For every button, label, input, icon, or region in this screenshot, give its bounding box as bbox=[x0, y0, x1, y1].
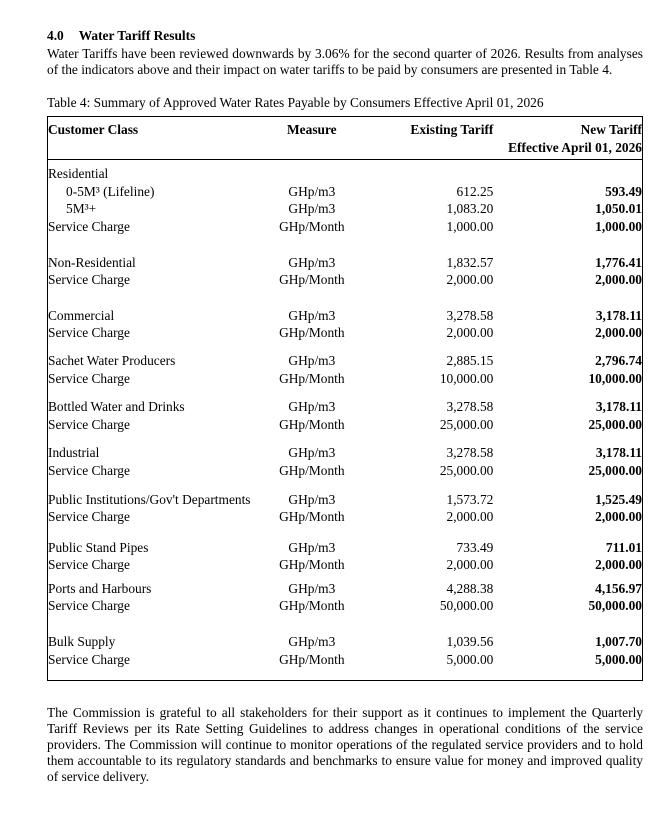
header-spacer bbox=[251, 139, 374, 160]
tariff-table-body bbox=[48, 160, 643, 681]
table-row bbox=[48, 160, 643, 183]
cell-customer-class: Service Charge bbox=[48, 416, 130, 432]
cell-existing-tariff: 2,000.00 bbox=[446, 272, 494, 288]
spacer-cell bbox=[48, 236, 643, 254]
cell-new-tariff: 25,000.00 bbox=[588, 462, 642, 478]
header-existing-tariff: Existing Tariff bbox=[410, 122, 494, 137]
header-measure: Measure bbox=[287, 122, 337, 137]
header-new-tariff: New Tariff bbox=[580, 122, 642, 137]
table-row bbox=[48, 352, 643, 370]
header-new-tariff-effective-date: Effective April 01, 2026 bbox=[493, 139, 642, 160]
table-row bbox=[48, 462, 643, 480]
cell-measure: GHp/Month bbox=[279, 325, 345, 341]
cell-measure bbox=[251, 160, 374, 183]
cell-measure: GHp/m3 bbox=[288, 539, 336, 555]
cell-measure: GHp/m3 bbox=[288, 201, 336, 217]
cell-customer-class: Service Charge bbox=[48, 509, 130, 525]
cell-measure: GHp/m3 bbox=[288, 491, 336, 507]
cell-new-tariff: 1,000.00 bbox=[595, 218, 642, 234]
cell-new-tariff: 4,156.97 bbox=[595, 580, 642, 596]
section-number: 4.0 bbox=[47, 28, 64, 43]
cell-customer-class: Service Charge bbox=[48, 557, 130, 573]
cell-existing-tariff: 1,573.72 bbox=[446, 491, 494, 507]
cell-existing-tariff: 612.25 bbox=[456, 183, 494, 199]
table-spacer-row bbox=[48, 526, 643, 539]
header-spacer bbox=[48, 139, 251, 160]
table-caption: Table 4: Summary of Approved Water Rates Payable by Consumers Effective April 01, 2026 bbox=[47, 95, 544, 110]
table-row bbox=[48, 556, 643, 574]
cell-customer-class: Service Charge bbox=[48, 325, 130, 341]
cell-measure: GHp/m3 bbox=[288, 445, 336, 461]
cell-customer-class: Service Charge bbox=[48, 462, 130, 478]
table-spacer-row bbox=[48, 342, 643, 352]
cell-measure: GHp/m3 bbox=[288, 307, 336, 323]
cell-existing-tariff: 2,000.00 bbox=[446, 325, 494, 341]
table-spacer-row bbox=[48, 668, 643, 681]
cell-existing-tariff bbox=[373, 160, 493, 183]
cell-measure: GHp/Month bbox=[279, 370, 345, 386]
table-row bbox=[48, 271, 643, 289]
cell-customer-class: 5M³+ bbox=[66, 201, 97, 217]
cell-customer-class: Service Charge bbox=[48, 218, 130, 234]
tariff-table-header bbox=[48, 117, 643, 160]
table-row bbox=[48, 254, 643, 272]
cell-customer-class: Non-Residential bbox=[48, 254, 136, 270]
cell-existing-tariff: 1,083.20 bbox=[446, 201, 494, 217]
cell-measure: GHp/Month bbox=[279, 598, 345, 614]
table-spacer-row bbox=[48, 433, 643, 444]
cell-customer-class: Bottled Water and Drinks bbox=[48, 399, 185, 415]
cell-new-tariff: 2,000.00 bbox=[595, 325, 642, 341]
cell-customer-class: Service Charge bbox=[48, 598, 130, 614]
cell-measure: GHp/m3 bbox=[288, 254, 336, 270]
cell-new-tariff: 1,050.01 bbox=[595, 201, 642, 217]
closing-paragraph: The Commission is grateful to all stakeholders for their support as it continues to implement the Quarterly Tariff Reviews per its Rate Setting Guidelines to address changes in operational conditions of the service providers. The Commission will continue to monitor operations of the regulated service providers and to hold them accountable to its regulatory standards and benchmarks to ensure value for money and improved quality of service delivery. bbox=[47, 705, 643, 785]
cell-measure: GHp/Month bbox=[279, 509, 345, 525]
table-spacer-row bbox=[48, 480, 643, 491]
table-spacer-row bbox=[48, 236, 643, 254]
cell-new-tariff: 5,000.00 bbox=[595, 651, 642, 667]
cell-existing-tariff: 3,278.58 bbox=[446, 399, 494, 415]
cell-existing-tariff: 2,000.00 bbox=[446, 557, 494, 573]
cell-existing-tariff: 3,278.58 bbox=[446, 445, 494, 461]
spacer-cell bbox=[48, 289, 643, 307]
cell-measure: GHp/Month bbox=[279, 651, 345, 667]
table-row bbox=[48, 539, 643, 557]
spacer-cell bbox=[48, 433, 643, 444]
table-row bbox=[48, 183, 643, 201]
cell-customer-class: 0-5M³ (Lifeline) bbox=[66, 183, 155, 199]
cell-existing-tariff: 50,000.00 bbox=[439, 598, 494, 614]
cell-measure: GHp/Month bbox=[279, 462, 345, 478]
cell-measure: GHp/Month bbox=[279, 218, 345, 234]
cell-customer-class: Service Charge bbox=[48, 651, 130, 667]
cell-new-tariff: 1,776.41 bbox=[595, 254, 642, 270]
cell-new-tariff bbox=[493, 160, 642, 183]
spacer-cell bbox=[48, 668, 643, 681]
spacer-cell bbox=[48, 480, 643, 491]
table-row bbox=[48, 580, 643, 598]
cell-existing-tariff: 10,000.00 bbox=[439, 370, 494, 386]
cell-new-tariff: 50,000.00 bbox=[588, 598, 642, 614]
table-row bbox=[48, 597, 643, 615]
cell-new-tariff: 3,178.11 bbox=[595, 399, 642, 415]
table-spacer-row bbox=[48, 387, 643, 398]
intro-paragraph: Water Tariffs have been reviewed downwards by 3.06% for the second quarter of 2026. Results from analyses of the indicators above and their impact on water tariffs to be paid by consumers are presented in Table 4. bbox=[47, 46, 643, 77]
cell-measure: GHp/Month bbox=[279, 272, 345, 288]
header-spacer bbox=[373, 139, 493, 160]
cell-new-tariff: 1,525.49 bbox=[595, 491, 642, 507]
cell-customer-class: Sachet Water Producers bbox=[48, 352, 176, 368]
cell-measure: GHp/Month bbox=[279, 557, 345, 573]
table-row bbox=[48, 370, 643, 388]
table-row bbox=[48, 633, 643, 651]
cell-existing-tariff: 2,000.00 bbox=[446, 509, 494, 525]
table-row bbox=[48, 508, 643, 526]
cell-customer-class: Public Stand Pipes bbox=[48, 539, 149, 555]
header-customer-class: Customer Class bbox=[48, 122, 139, 137]
cell-customer-class: Bulk Supply bbox=[48, 634, 116, 650]
table-row bbox=[48, 324, 643, 342]
table-spacer-row bbox=[48, 289, 643, 307]
cell-measure: GHp/m3 bbox=[288, 634, 336, 650]
cell-customer-class: Service Charge bbox=[48, 272, 130, 288]
cell-existing-tariff: 4,288.38 bbox=[446, 580, 494, 596]
cell-new-tariff: 2,000.00 bbox=[595, 509, 642, 525]
cell-customer-class: Ports and Harbours bbox=[48, 580, 152, 596]
header-row bbox=[48, 117, 643, 139]
tariff-table bbox=[47, 116, 643, 681]
cell-new-tariff: 2,796.74 bbox=[595, 352, 642, 368]
cell-new-tariff: 3,178.11 bbox=[595, 445, 642, 461]
cell-existing-tariff: 1,832.57 bbox=[446, 254, 494, 270]
spacer-cell bbox=[48, 342, 643, 352]
cell-customer-class: Public Institutions/Gov't Departments bbox=[48, 491, 251, 507]
cell-existing-tariff: 25,000.00 bbox=[439, 416, 494, 432]
cell-measure: GHp/m3 bbox=[288, 183, 336, 199]
cell-existing-tariff: 5,000.00 bbox=[446, 651, 494, 667]
table-row bbox=[48, 218, 643, 236]
cell-customer-class: Industrial bbox=[48, 445, 100, 461]
cell-existing-tariff: 2,885.15 bbox=[446, 352, 494, 368]
table-row bbox=[48, 491, 643, 509]
cell-existing-tariff: 1,000.00 bbox=[446, 218, 494, 234]
cell-existing-tariff: 25,000.00 bbox=[439, 462, 494, 478]
table-row bbox=[48, 398, 643, 416]
section-title: Water Tariff Results bbox=[78, 28, 196, 43]
cell-new-tariff: 1,007.70 bbox=[595, 634, 642, 650]
table-spacer-row bbox=[48, 615, 643, 633]
spacer-cell bbox=[48, 387, 643, 398]
cell-new-tariff: 25,000.00 bbox=[588, 416, 642, 432]
spacer-cell bbox=[48, 526, 643, 539]
table-row bbox=[48, 200, 643, 218]
cell-new-tariff: 711.01 bbox=[605, 539, 642, 555]
cell-measure: GHp/m3 bbox=[288, 399, 336, 415]
cell-new-tariff: 3,178.11 bbox=[595, 307, 642, 323]
cell-measure: GHp/m3 bbox=[288, 580, 336, 596]
cell-existing-tariff: 733.49 bbox=[456, 539, 494, 555]
cell-customer-class: Service Charge bbox=[48, 370, 130, 386]
table-row bbox=[48, 416, 643, 434]
table-row bbox=[48, 651, 643, 669]
spacer-cell bbox=[48, 615, 643, 633]
cell-new-tariff: 10,000.00 bbox=[588, 370, 642, 386]
cell-measure: GHp/Month bbox=[279, 416, 345, 432]
cell-customer-class: Residential bbox=[48, 166, 109, 182]
cell-existing-tariff: 1,039.56 bbox=[446, 634, 494, 650]
cell-new-tariff: 593.49 bbox=[605, 183, 642, 199]
cell-new-tariff: 2,000.00 bbox=[595, 557, 642, 573]
cell-customer-class: Commercial bbox=[48, 307, 115, 323]
cell-existing-tariff: 3,278.58 bbox=[446, 307, 494, 323]
table-row bbox=[48, 444, 643, 462]
header-subrow bbox=[48, 139, 643, 160]
section-heading bbox=[47, 28, 643, 44]
cell-measure: GHp/m3 bbox=[288, 352, 336, 368]
cell-new-tariff: 2,000.00 bbox=[595, 272, 642, 288]
table-row bbox=[48, 307, 643, 325]
